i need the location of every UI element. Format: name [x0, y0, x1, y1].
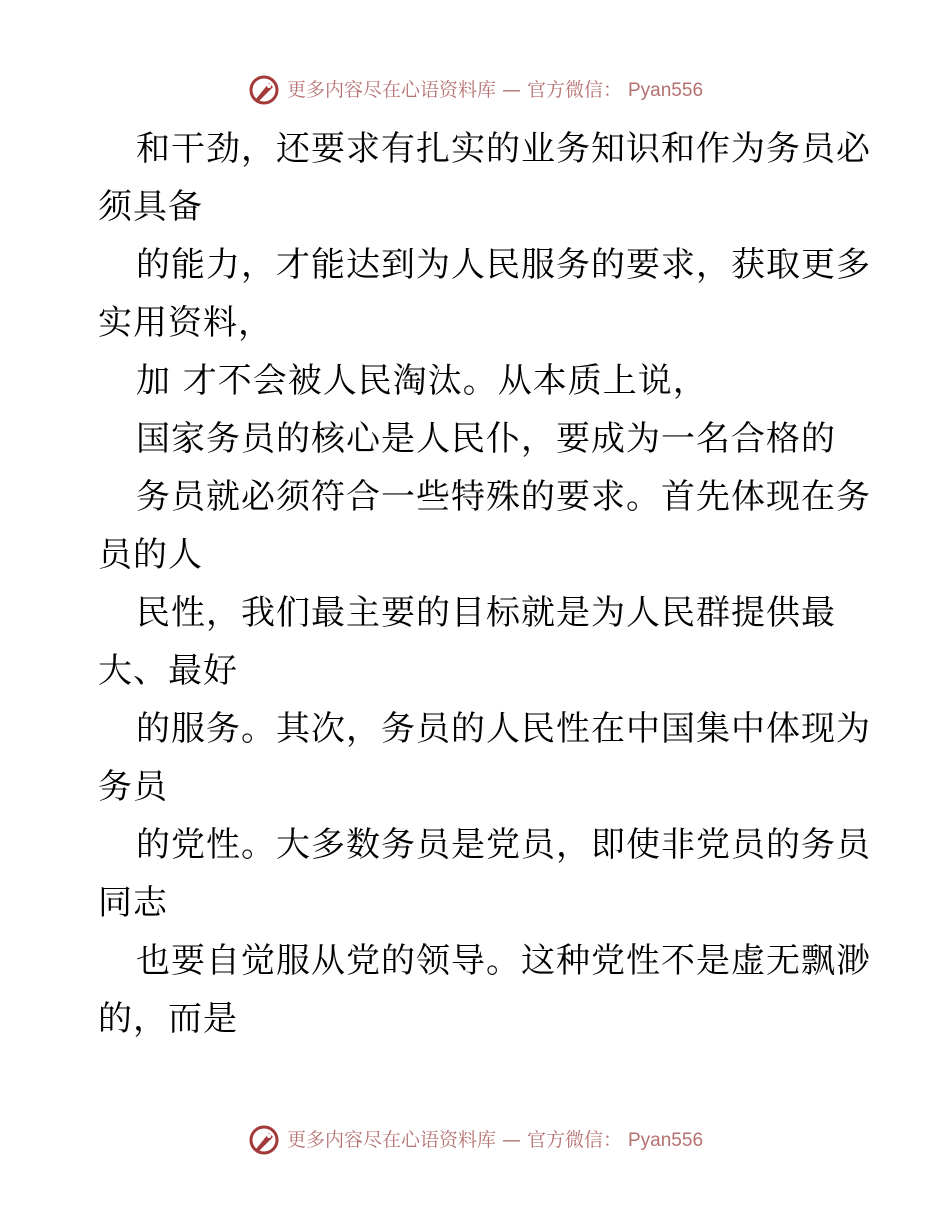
header-banner: [0, 70, 950, 110]
paragraph-line: 的党性。大多数务员是党员，即使非党员的务员: [136, 825, 871, 865]
header-promo-text: 更多内容尽在心语资料库: [286, 78, 496, 101]
paragraph-line: 员的人: [98, 535, 203, 575]
paragraph-line: 加 才不会被人民淘汰。从本质上说，: [136, 361, 708, 401]
paragraph-line: 民性，我们最主要的目标就是为人民群提供最: [136, 593, 836, 633]
pen-nib-logo-icon: [247, 73, 281, 107]
paragraph-line: 国家务员的核心是人民仆，要成为一名合格的: [136, 419, 836, 459]
paragraph-line: 大、最好: [98, 651, 238, 691]
footer-banner-content: [247, 1123, 703, 1157]
footer-wechat-label: 官方微信：: [526, 1128, 622, 1151]
footer-banner: [0, 1120, 950, 1160]
footer-promo-text: 更多内容尽在心语资料库: [286, 1128, 496, 1151]
paragraph-line: 的能力，才能达到为人民服务的要求，获取更多: [136, 245, 871, 285]
pen-nib-logo-icon: [247, 1123, 281, 1157]
footer-wechat-id: Pyan556: [628, 1129, 704, 1151]
document-body: [98, 120, 871, 1048]
header-wechat-label: 官方微信：: [526, 78, 622, 101]
paragraph-line: 的，而是: [98, 999, 238, 1039]
paragraph-line: 务员: [98, 767, 168, 807]
header-separator: —: [501, 78, 521, 101]
header-banner-content: [247, 73, 703, 107]
paragraph-line: 和干劲，还要求有扎实的业务知识和作为务员必: [136, 129, 871, 169]
footer-separator: —: [501, 1128, 521, 1151]
paragraph-line: 同志: [98, 883, 168, 923]
paragraph-line: 务员就必须符合一些特殊的要求。首先体现在务: [136, 477, 871, 517]
paragraph-line: 实用资料，: [98, 303, 273, 343]
paragraph-line: 的服务。其次，务员的人民性在中国集中体现为: [136, 709, 871, 749]
paragraph-line: 也要自觉服从党的领导。这种党性不是虚无飘渺: [136, 941, 871, 981]
paragraph-line: 须具备: [98, 187, 203, 227]
header-wechat-id: Pyan556: [628, 79, 704, 101]
